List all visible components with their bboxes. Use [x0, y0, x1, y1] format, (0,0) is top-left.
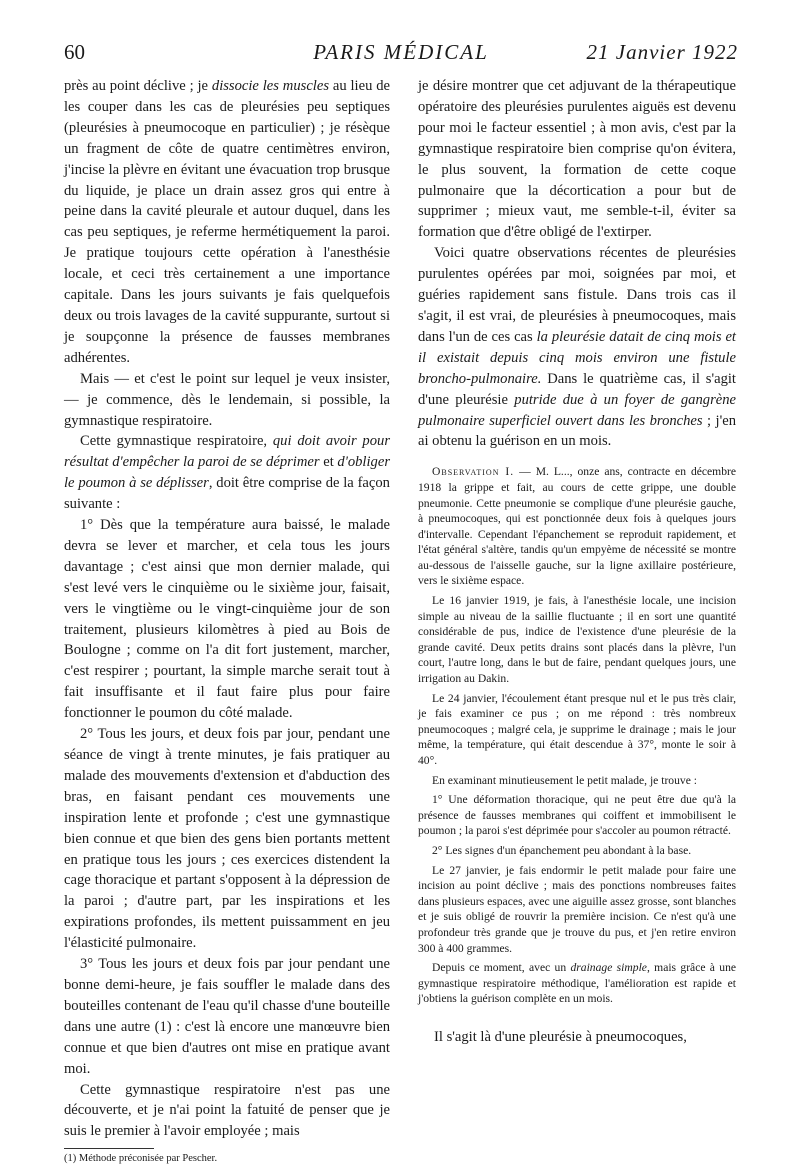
paragraph: Il s'agit là d'une pleurésie à pneumocoques, [434, 1028, 687, 1045]
observation-paragraph: 1° Une déformation thoracique, qui ne peut être due qu'à la présence de fausses membranes qui coiffent et immobilisent le poumon ; la paroi s'est déprimée pour s'accoler au poumon rétracté. [418, 793, 736, 838]
observation-paragraph: Le 16 janvier 1919, je fais, à l'anesthésie locale, une incision simple au niveau de la saillie fluctuante ; il en sort une quantité considérable de pus, indice de l'existence d'une pleurésie de la grande cavité. Deux petits drains sont placés dans la plèvre, l'un court, l'autre long, dans le but de faire, pendant quelques jours, une irrigation au Dakin. [418, 594, 736, 686]
paragraph: 2° Tous les jours, et deux fois par jour, pendant une séance de vingt à trente minutes, je fais pratiquer au malade des mouvements d'extension et d'abduction des bras, en faisant pendant ces mouvements une inspiration lente et profonde ; c'est une gymnastique bien connue et que bien des gens bien portants mettent en pratique tous les jours ; ces exercices distendent la cage thoracique et partant s'opposent à la dépression de la paroi ; d'autre part, par les inspirations et les expirations profondes, ils mettent puissamment en jeu l'élasticité pulmonaire. [64, 726, 390, 952]
observation-paragraph: 2° Les signes d'un épanchement peu abondant à la base. [432, 843, 692, 857]
right-column [418, 76, 736, 1048]
paragraph: je désire montrer que cet adjuvant de la thérapeutique opératoire des pleurésies purulentes aiguës est devenu pour moi le facteur essentiel ; à mon avis, c'est par la gymnastique respiratoire bien comprise qu'on évitera, le plus souvent, la formation de cette coque pulmonaire que la décortication a pour but de supprimer ; mieux vaut, me semble-t-il, éviter sa formation que d'être obligé de l'extirper. [418, 78, 736, 241]
observation-label: Observation I. [432, 465, 515, 479]
footnote-divider [64, 1148, 154, 1149]
paragraph: près au point déclive ; je dissocie les muscles au lieu de les couper dans les cas de pleurésies peu septiques (pleurésies à pneumocoque en particulier) ; je résèque un fragment de côte de quatre centimètres environ, j'incise la plèvre en évitant une évacuation trop brusque du liquide, je place un drain assez gros qui entre à peine dans la cavité pleurale et autour duquel, dans les cas peu septiques, je referme hermétiquement la paroi. Je pratique toujours cette opération à l'anesthésie locale, et ceci très certainement a une importance capitale. Dans les jours suivants je fais quelquefois deux ou trois lavages de la cavité suppurante, surtout si je soupçonne la présence de fausses membranes adhérentes. [64, 78, 390, 366]
observation-paragraph: Le 24 janvier, l'écoulement étant presque nul et le pus très clair, je fais examiner ce pus ; on me répond : très nombreux pneumocoques ; malgré cela, je supprime le drainage ; mais le jour même, la température, qui était descendue à 37°, monte le soir à 40°. [418, 691, 736, 767]
paragraph: Mais — et c'est le point sur lequel je veux insister, — je commence, dès le lendemain, si possible, la gymnastique respiratoire. [64, 370, 390, 429]
paragraph: 3° Tous les jours et deux fois par jour pendant une bonne demi-heure, je fais souffler le malade dans des bouteilles contenant de l'eau qu'il chasse d'une bouteille dans une autre (1) : c'est là encore une manœuvre bien connue et que bien d'autres ont mise en pratique avant moi. [64, 956, 390, 1077]
paragraph: 1° Dès que la température aura baissé, le malade devra se lever et marcher, et cela tous les jours davantage ; c'est ainsi que mon dernier malade, qui s'est levé vers le cinquième ou le sixième jour, faisait, vers le vingtième ou le vingt-cinquième jour de son traitement, plusieurs kilomètres à pied au Bois de Boulogne ; comme on l'a dit fort justement, marcher, c'est respirer ; pourtant, la simple marche serait tout à fait insuffisante et il faut faire plus pour faire fonctionner le poumon du côté malade. [64, 517, 390, 722]
running-header [64, 40, 738, 70]
observation-paragraph: En examinant minutieusement le petit malade, je trouve : [432, 773, 697, 787]
observation-block [418, 464, 736, 1007]
footnote: (1) Méthode préconisée par Pescher. [64, 1153, 218, 1165]
page-number: 60 [64, 40, 85, 64]
journal-title: PARIS MÉDICAL [313, 40, 489, 64]
observation-paragraph: Observation I. — M. L..., onze ans, contracte en décembre 1918 la grippe et fait, au cours de cette grippe, une double pneumonie. Cette pneumonie se complique d'une pleurésie gauche, à pneumocoques, qui est ponctionnée deux fois à quelques jours d'intervalle. Cependant l'épanchement se reproduit rapidement, et l'état général s'altère, tandis qu'un empyème de nécessité se montre au-dessous de l'aisselle gauche, sur la ligne axillaire postérieure, vers le sixième espace. [418, 465, 737, 588]
observation-paragraph: Depuis ce moment, avec un drainage simple, mais grâce à une gymnastique respiratoire méthodique, l'amélioration est rapide et j'obtiens la guérison complète en un mois. [418, 961, 737, 1006]
left-column [64, 76, 390, 1165]
paragraph: Cette gymnastique respiratoire, qui doit avoir pour résultat d'empêcher la paroi de se déprimer et d'obliger le poumon à se déplisser, doit être comprise de la façon suivante : [64, 433, 390, 513]
paragraph: Voici quatre observations récentes de pleurésies purulentes opérées par moi, soignées par moi, et guéries rapidement sans fistule. Dans trois cas il s'agit, il est vrai, de pleurésies à pneumocoques, mais dans l'un de ces cas la pleurésie datait de cinq mois et il existait depuis cinq mois environ une fistule broncho-pulmonaire. Dans le quatrième cas, il s'agit d'une pleurésie putride due à un foyer de gangrène pulmonaire superficiel ouvert dans les bronches ; j'en ai obtenu la guérison en un mois. [418, 245, 737, 450]
issue-date: 21 Janvier 1922 [586, 40, 738, 64]
observation-paragraph: Le 27 janvier, je fais endormir le petit malade pour faire une incision au point déclive ; mais des ponctions nombreuses faites dans plusieurs espaces, avec une aiguille assez grosse, sont blanches et je suis obligé de rouvrir la première incision. Ce n'est qu'à une profondeur très grande que je trouve du pus, et j'en retire environ 300 à 400 grammes. [418, 863, 736, 955]
paragraph: Cette gymnastique respiratoire n'est pas une découverte, et je n'ai point la fatuité de penser que je suis le premier à l'avoir employée ; mais [64, 1081, 390, 1140]
